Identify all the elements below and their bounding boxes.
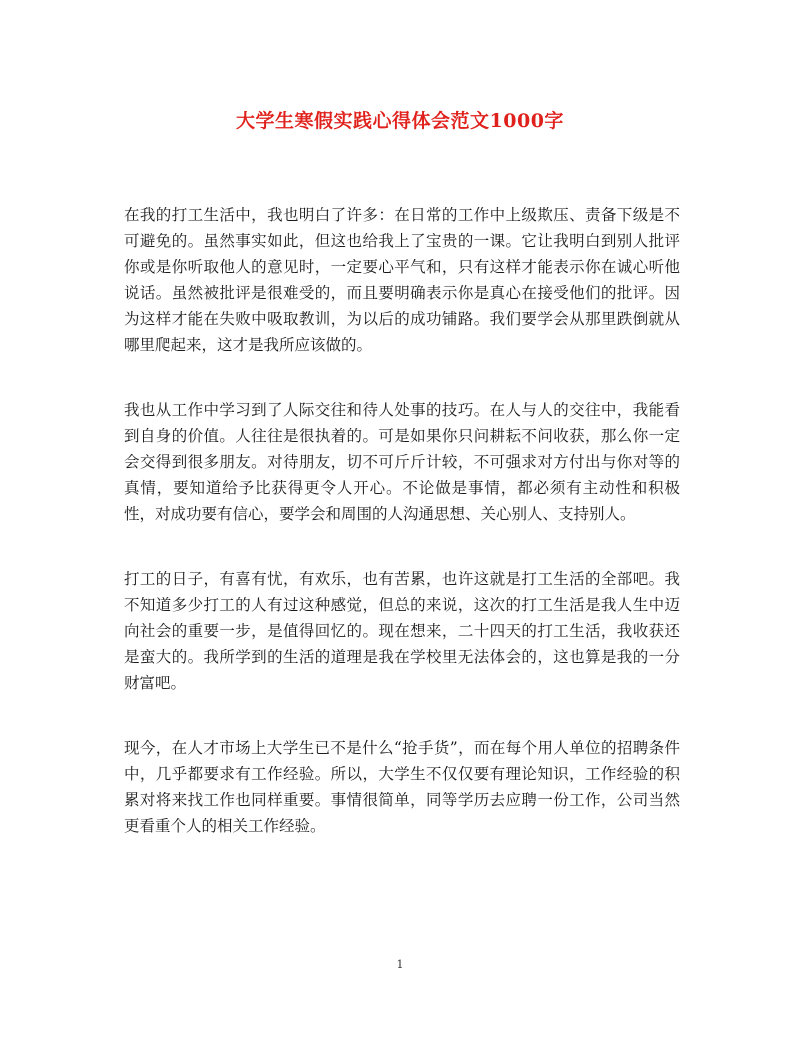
page-number: 1 [396, 958, 404, 971]
paragraph-2: 我也从工作中学习到了人际交往和待人处事的技巧。在人与人的交往中，我能看到自身的价值。人往往是很执着的。可是如果你只问耕耘不问收获，那么你一定会交得到很多朋友。对待朋友，切不可斤斤计较，不可强求对方付出与你对等的真情，要知道给予比获得更令人开心。不论做是事情，都必须有主动性和积极性，对成功要有信心，要学会和周围的人沟通思想、关心别人、支持别人。 [124, 401, 680, 523]
document-body [124, 202, 680, 878]
paragraph-3: 打工的日子，有喜有忧，有欢乐，也有苦累，也许这就是打工生活的全部吧。我不知道多少打工的人有过这种感觉，但总的来说，这次的打工生活是我人生中迈向社会的重要一步，是值得回忆的。现在想来，二十四天的打工生活，我收获还是蛮大的。我所学到的生活的道理是我在学校里无法体会的，这也算是我的一分财富吧。 [124, 570, 680, 692]
document-title: 大学生寒假实践心得体会范文1000字 [236, 110, 564, 132]
paragraph-4: 现今，在人才市场上大学生已不是什么“抢手货”，而在每个用人单位的招聘条件中，几乎都要求有工作经验。所以，大学生不仅仅要有理论知识，工作经验的积累对将来找工作也同样重要。事情很简单，同等学历去应聘一份工作，公司当然更看重个人的相关工作经验。 [124, 739, 680, 835]
paragraph-1: 在我的打工生活中，我也明白了许多：在日常的工作中上级欺压、责备下级是不可避免的。虽然事实如此，但这也给我上了宝贵的一课。它让我明白到别人批评你或是你听取他人的意见时，一定要心平气和，只有这样才能表示你在诚心听他说话。虽然被批评是很难受的，而且要明确表示你是真心在接受他们的批评。因为这样才能在失败中吸取教训，为以后的成功铺路。我们要学会从那里跌倒就从哪里爬起来，这才是我所应该做的。 [124, 206, 680, 354]
